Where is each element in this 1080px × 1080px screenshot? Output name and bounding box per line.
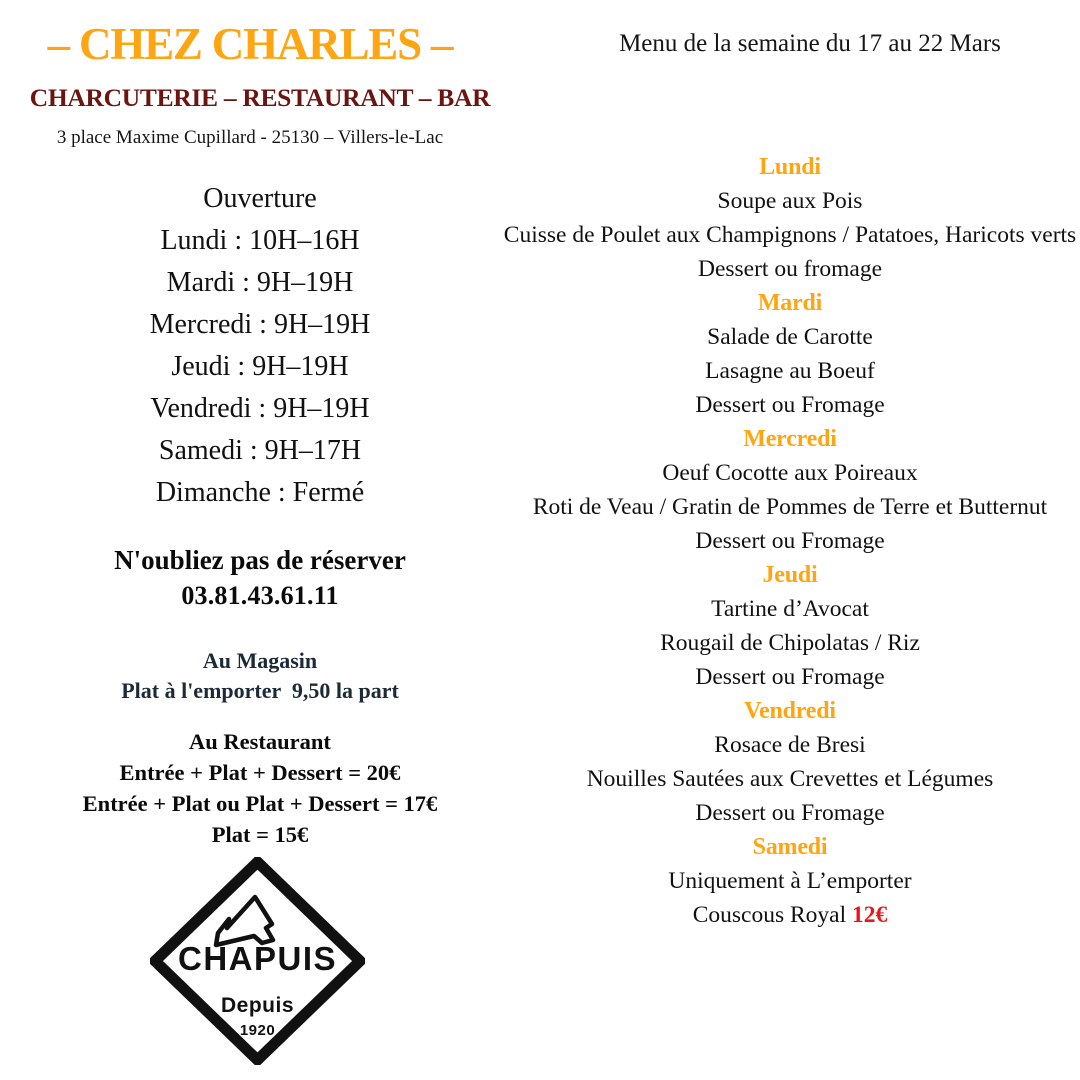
- restaurant-section-title: Au Restaurant: [189, 729, 331, 754]
- shop-takeaway-price-line: Plat à l'emporter 9,50 la part: [121, 678, 399, 703]
- menu-dish: Roti de Veau / Gratin de Pommes de Terre et Butternut: [532, 494, 1048, 520]
- menu-day-heading-mercredi: Mercredi: [743, 426, 837, 452]
- menu-dish: Cuisse de Poulet aux Champignons / Patatoes, Haricots verts: [503, 222, 1077, 248]
- restaurant-price-line: Entrée + Plat + Dessert = 20€: [119, 760, 401, 785]
- menu-dish: Rosace de Bresi: [714, 732, 866, 758]
- logo-brand-text: CHAPUIS: [177, 940, 338, 977]
- reservation-phone-number[interactable]: 03.81.43.61.11: [181, 581, 339, 610]
- menu-dish-price: 12€: [852, 902, 888, 928]
- menu-dish: Dessert ou fromage: [697, 256, 883, 282]
- menu-dish: Dessert ou Fromage: [695, 528, 885, 554]
- menu-dish: Uniquement à L’emporter: [668, 868, 912, 894]
- logo-since-label: Depuis: [220, 994, 295, 1017]
- weekly-menu: [500, 150, 1080, 932]
- reservation-title: N'oubliez pas de réserver: [114, 545, 406, 575]
- menu-dish: Salade de Carotte: [707, 324, 873, 350]
- week-heading: Menu de la semaine du 17 au 22 Mars: [619, 30, 1001, 57]
- menu-dish: Tartine d’Avocat: [711, 596, 869, 622]
- opening-hours-row: Mercredi : 9H–19H: [149, 309, 371, 340]
- menu-dish-priced: [500, 898, 1080, 932]
- reservation-block: [20, 543, 500, 614]
- menu-day-heading-lundi: Lundi: [759, 154, 821, 180]
- menu-day-heading-mardi: Mardi: [757, 290, 823, 316]
- opening-hours-row: Samedi : 9H–17H: [158, 435, 362, 466]
- menu-dish: Oeuf Cocotte aux Poireaux: [662, 460, 918, 486]
- menu-day-heading-vendredi: Vendredi: [744, 698, 836, 724]
- menu-dish: Rougail de Chipolatas / Riz: [660, 630, 920, 656]
- restaurant-price-line: Plat = 15€: [211, 822, 309, 847]
- chapuis-logo: [150, 857, 365, 1065]
- menu-dish: Dessert ou Fromage: [695, 392, 885, 418]
- chalet-arrow-icon: [216, 897, 273, 945]
- menu-dish: Soupe aux Pois: [717, 188, 863, 214]
- opening-hours-row: Lundi : 10H–16H: [160, 225, 360, 256]
- opening-hours-row: Jeudi : 9H–19H: [171, 351, 349, 382]
- opening-hours-block: [20, 178, 500, 514]
- menu-dish-name: Couscous Royal: [692, 902, 853, 928]
- restaurant-prices-block: [10, 726, 510, 850]
- menu-day-heading-jeudi: Jeudi: [762, 562, 818, 588]
- opening-hours-title: Ouverture: [203, 183, 317, 214]
- shop-section-title: Au Magasin: [202, 648, 318, 673]
- menu-dish: Dessert ou Fromage: [695, 800, 885, 826]
- opening-hours-row: Dimanche : Fermé: [155, 477, 365, 508]
- menu-dish: Dessert ou Fromage: [695, 664, 885, 690]
- logo-since-year: 1920: [239, 1022, 276, 1039]
- opening-hours-row: Mardi : 9H–19H: [166, 267, 354, 298]
- menu-dish: Nouilles Sautées aux Crevettes et Légumes: [586, 766, 994, 792]
- menu-day-heading-samedi: Samedi: [752, 834, 828, 860]
- brand-address: 3 place Maxime Cupillard - 25130 – Villers-le-Lac: [56, 127, 444, 148]
- opening-hours-row: Vendredi : 9H–19H: [150, 393, 370, 424]
- brand-subtitle: CHARCUTERIE – RESTAURANT – BAR: [29, 83, 491, 112]
- shop-takeaway-block: [20, 646, 500, 706]
- brand-title: – CHEZ CHARLES –: [47, 19, 453, 69]
- menu-dish: Lasagne au Boeuf: [705, 358, 875, 384]
- restaurant-price-line: Entrée + Plat ou Plat + Dessert = 17€: [82, 791, 438, 816]
